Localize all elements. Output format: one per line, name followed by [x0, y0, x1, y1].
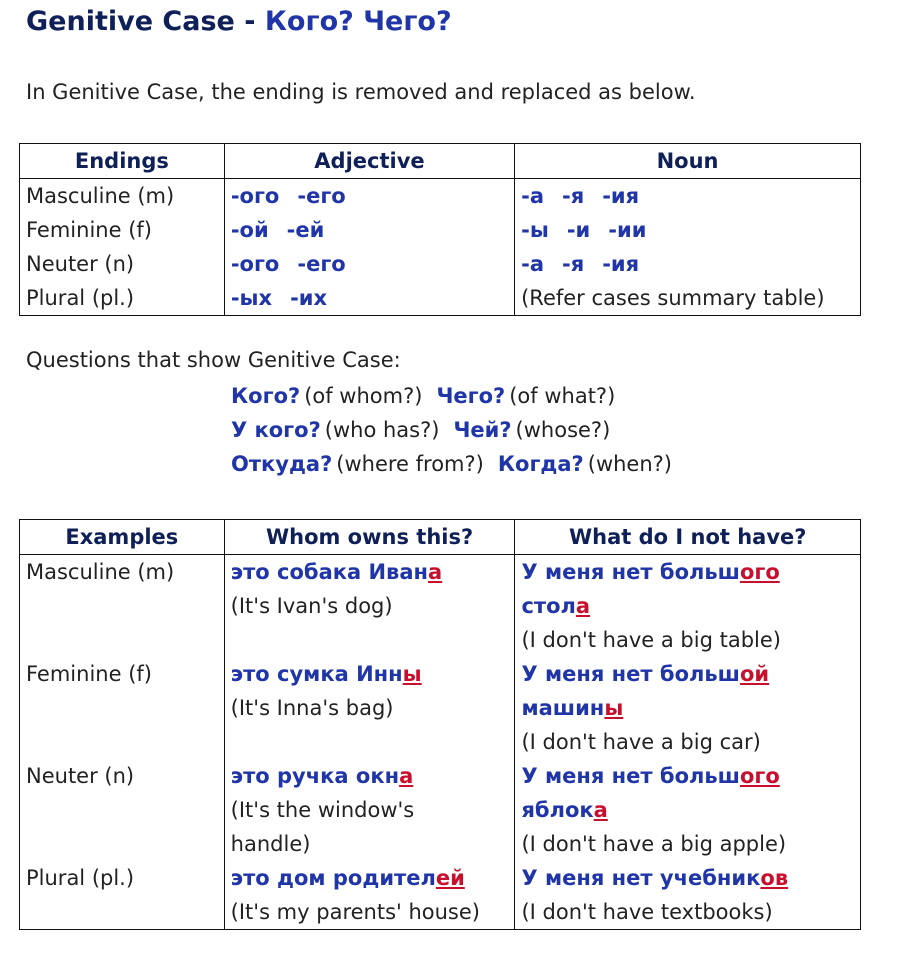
adjective-endings	[224, 281, 514, 316]
example-phrase: У меня нет учебник	[521, 866, 761, 890]
highlighted-ending: а	[593, 798, 608, 822]
example-phrase: это сумка Инн	[230, 662, 403, 686]
highlighted-ending: ы	[402, 662, 422, 686]
not-have-example	[515, 861, 861, 930]
ending: -ей	[286, 218, 325, 242]
endings-table	[19, 143, 861, 316]
row-label: Feminine (f)	[20, 657, 225, 759]
question-word: У кого?	[231, 418, 321, 442]
example-translation: (I don't have textbooks)	[521, 900, 773, 924]
row-label: Masculine (m)	[20, 555, 225, 658]
adjective-endings	[224, 213, 514, 247]
highlighted-ending: а	[399, 764, 414, 788]
ending: -а	[521, 252, 544, 276]
adjective-endings	[224, 247, 514, 281]
table-row	[20, 861, 861, 930]
question-word: Когда?	[497, 452, 584, 476]
example-phrase: У меня нет больш	[521, 560, 740, 584]
row-label: Plural (pl.)	[20, 861, 225, 930]
question-translation: (whose?)	[515, 418, 611, 442]
question-translation: (where from?)	[336, 452, 484, 476]
ending: -я	[562, 252, 585, 276]
owner-example	[224, 861, 515, 930]
questions-title: Questions that show Genitive Case:	[26, 348, 401, 372]
question-translation: (when?)	[587, 452, 672, 476]
header-adjective: Adjective	[224, 144, 514, 179]
table-row	[20, 247, 861, 281]
ending: -ых	[230, 286, 273, 310]
owner-example	[224, 555, 515, 658]
example-translation: (It's the window's	[230, 798, 415, 822]
not-have-example	[515, 759, 861, 861]
ending: -а	[521, 184, 544, 208]
example-translation: (It's Inna's bag)	[230, 696, 394, 720]
ending: -ого	[230, 184, 280, 208]
header-whom-owns: Whom owns this?	[224, 520, 515, 555]
header-examples: Examples	[20, 520, 225, 555]
title-questions: Кого? Чего?	[264, 6, 452, 37]
highlighted-ending: а	[428, 560, 443, 584]
table-row	[20, 213, 861, 247]
table-row	[20, 179, 861, 214]
question-line	[231, 418, 610, 442]
question-word: Откуда?	[231, 452, 333, 476]
example-translation: (I don't have a big apple)	[521, 832, 787, 856]
header-endings: Endings	[20, 144, 225, 179]
table-row	[20, 555, 861, 658]
endings-header-row	[20, 144, 861, 179]
noun-endings	[515, 213, 861, 247]
example-translation: (It's Ivan's dog)	[230, 594, 393, 618]
example-phrase: яблок	[521, 798, 594, 822]
noun-endings	[515, 247, 861, 281]
questions-section	[26, 348, 672, 476]
not-have-example	[515, 555, 861, 658]
example-translation: (I don't have a big car)	[521, 730, 761, 754]
ending: -их	[290, 286, 328, 310]
question-line	[231, 452, 672, 476]
examples-header-row	[20, 520, 861, 555]
title-main: Genitive Case -	[26, 6, 265, 37]
ending: -его	[297, 252, 346, 276]
ending: -я	[562, 184, 585, 208]
question-line	[231, 384, 615, 408]
page-title	[26, 6, 452, 37]
example-phrase: это дом родител	[230, 866, 436, 890]
row-label: Plural (pl.)	[20, 281, 225, 316]
examples-table	[19, 519, 861, 930]
question-translation: (of whom?)	[304, 384, 423, 408]
ending: -ы	[521, 218, 549, 242]
question-translation: (of what?)	[509, 384, 616, 408]
adjective-endings	[224, 179, 514, 214]
question-translation: (who has?)	[324, 418, 440, 442]
table-row	[20, 281, 861, 316]
row-label: Feminine (f)	[20, 213, 225, 247]
header-not-have: What do I not have?	[515, 520, 861, 555]
noun-note: (Refer cases summary table)	[515, 281, 861, 316]
example-phrase: стол	[521, 594, 576, 618]
owner-example	[224, 657, 515, 759]
highlighted-ending: ы	[604, 696, 624, 720]
ending: -ия	[602, 252, 640, 276]
highlighted-ending: ого	[739, 764, 780, 788]
example-translation: handle)	[230, 832, 311, 856]
ending: -ии	[608, 218, 647, 242]
not-have-example	[515, 657, 861, 759]
row-label: Neuter (n)	[20, 247, 225, 281]
highlighted-ending: ей	[435, 866, 465, 890]
highlighted-ending: ов	[760, 866, 789, 890]
ending: -ия	[602, 184, 640, 208]
table-row	[20, 759, 861, 861]
row-label: Neuter (n)	[20, 759, 225, 861]
question-word: Чей?	[453, 418, 512, 442]
ending: -ого	[230, 252, 280, 276]
noun-endings	[515, 179, 861, 214]
example-phrase: У меня нет больш	[521, 662, 740, 686]
question-word: Чего?	[436, 384, 506, 408]
table-row	[20, 657, 861, 759]
ending: -и	[566, 218, 591, 242]
example-phrase: У меня нет больш	[521, 764, 740, 788]
example-translation: (I don't have a big table)	[521, 628, 781, 652]
example-phrase: машин	[521, 696, 605, 720]
intro-text: In Genitive Case, the ending is removed and replaced as below.	[26, 80, 696, 104]
example-translation: (It's my parents' house)	[230, 900, 480, 924]
highlighted-ending: ого	[739, 560, 780, 584]
example-phrase: это собака Иван	[230, 560, 429, 584]
ending: -его	[297, 184, 346, 208]
row-label: Masculine (m)	[20, 179, 225, 214]
highlighted-ending: а	[575, 594, 591, 618]
highlighted-ending: ой	[739, 662, 770, 686]
question-word: Кого?	[231, 384, 301, 408]
ending: -ой	[230, 218, 269, 242]
example-phrase: это ручка окн	[230, 764, 400, 788]
owner-example	[224, 759, 515, 861]
header-noun: Noun	[515, 144, 861, 179]
